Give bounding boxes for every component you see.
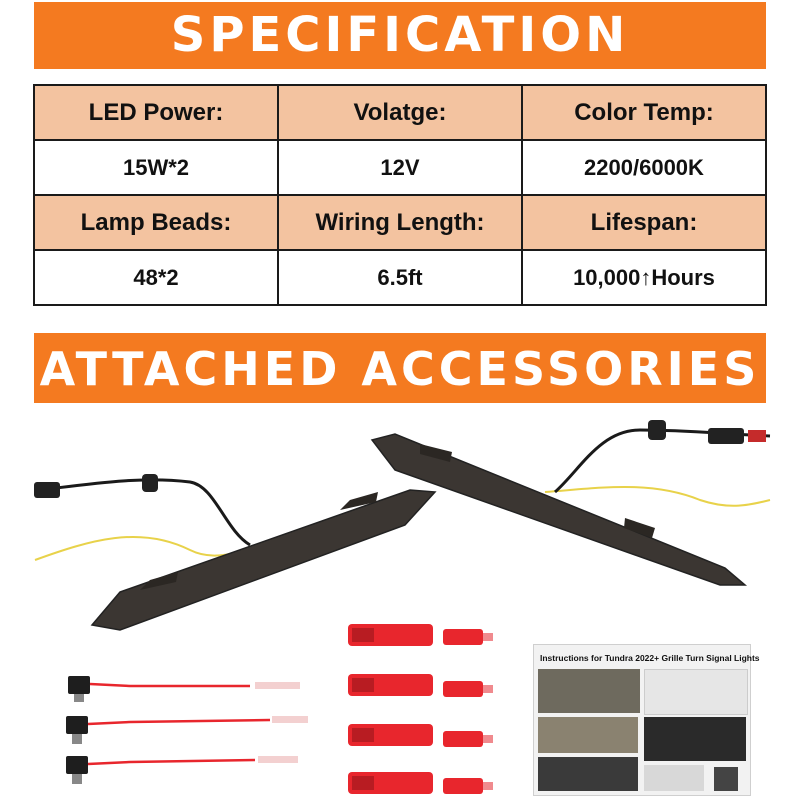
manual-photo: [644, 765, 704, 791]
fuse-tap: [68, 676, 300, 702]
manual-photo: [644, 669, 748, 715]
specification-banner: SPECIFICATION: [34, 2, 766, 69]
connector-right: [708, 428, 744, 444]
manual-title: Instructions for Tundra 2022+ Grille Turn Signal Lights: [540, 653, 760, 663]
t-tap-connector: [348, 772, 493, 794]
lamp-bar-left: [92, 490, 435, 630]
wiring-length-label: Wiring Length:: [278, 195, 522, 250]
lamp-beads-value: 48*2: [34, 250, 278, 305]
manual-photo: [538, 757, 638, 791]
voltage-label: Volatge:: [278, 85, 522, 140]
color-temp-label: Color Temp:: [522, 85, 766, 140]
ferrite-right: [648, 420, 666, 440]
accessories-banner: ATTACHED ACCESSORIES: [34, 333, 766, 403]
t-tap-connector: [348, 724, 493, 747]
t-tap-connector: [348, 624, 493, 646]
lamp-bar-right: [372, 434, 745, 585]
wiring-length-value: 6.5ft: [278, 250, 522, 305]
color-temp-value: 2200/6000K: [522, 140, 766, 195]
table-row: [34, 250, 766, 305]
instruction-manual: [533, 644, 760, 796]
manual-photo: [644, 717, 746, 761]
manual-photo: [538, 669, 640, 713]
voltage-value: 12V: [278, 140, 522, 195]
manual-photo: [538, 717, 638, 753]
t-tap-connector: [348, 674, 493, 697]
connector-left: [34, 482, 60, 498]
fuse-tap: [66, 716, 308, 744]
led-power-label: LED Power:: [34, 85, 278, 140]
lifespan-value: 10,000↑Hours: [522, 250, 766, 305]
fuse-tap: [66, 756, 298, 784]
table-row: [34, 140, 766, 195]
ferrite-left: [142, 474, 158, 492]
yellow-wire-right: [545, 487, 770, 506]
lamp-beads-label: Lamp Beads:: [34, 195, 278, 250]
led-power-value: 15W*2: [34, 140, 278, 195]
lifespan-label: Lifespan:: [522, 195, 766, 250]
spec-table: [33, 84, 767, 306]
table-row: [34, 195, 766, 250]
qr-code: [714, 767, 738, 791]
table-row: [34, 85, 766, 140]
connector-tip-right: [748, 430, 766, 442]
